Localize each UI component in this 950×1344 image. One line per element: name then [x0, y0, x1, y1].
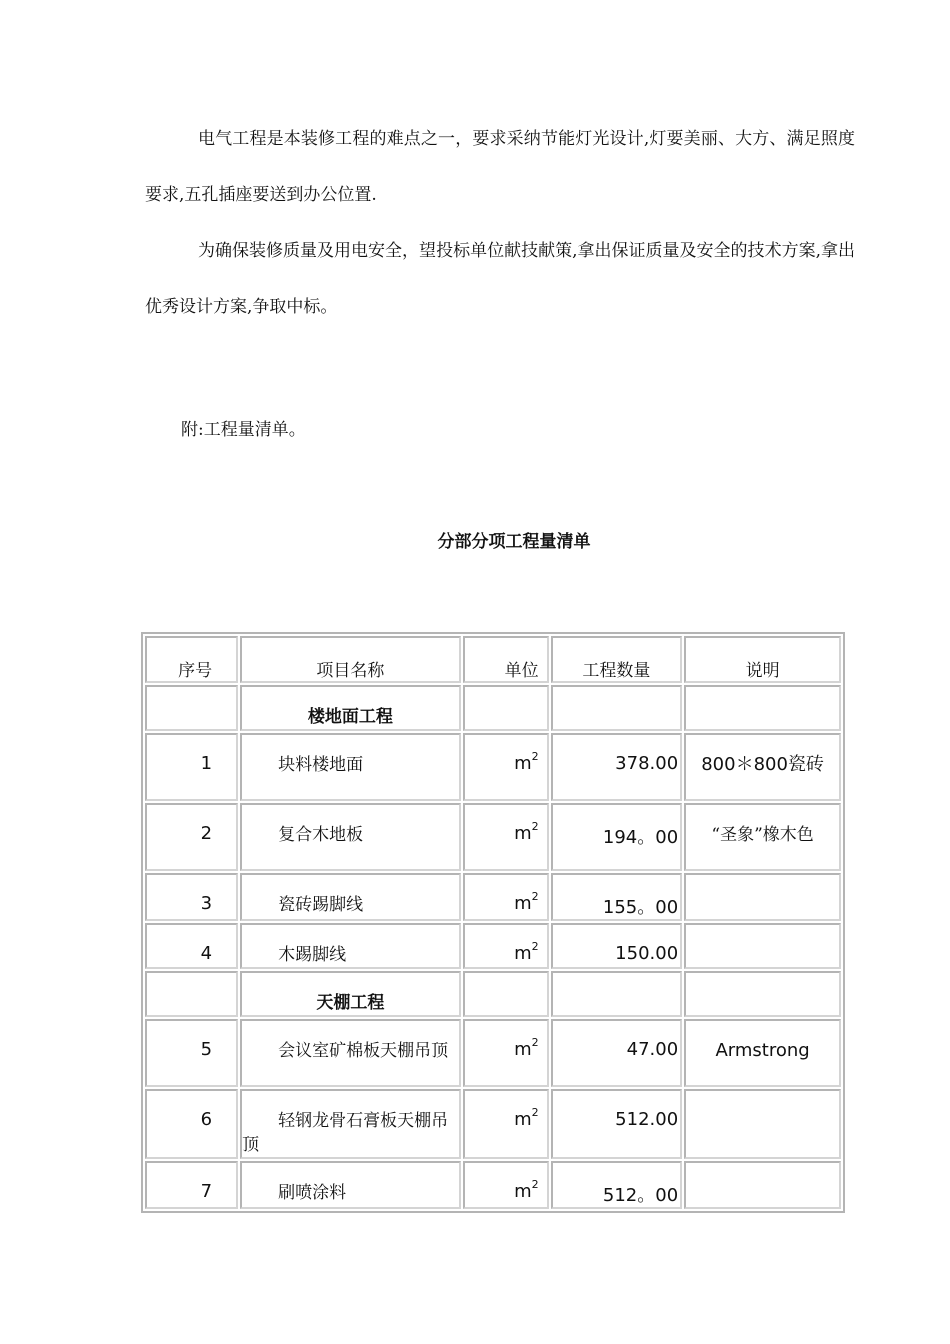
cell-note — [684, 923, 841, 969]
cell-seq: 4 — [145, 923, 238, 969]
cell-seq: 3 — [145, 873, 238, 921]
cell-unit: $m^2$ — [463, 923, 549, 969]
table-row — [145, 733, 841, 801]
cell-qty: 194。00 — [551, 803, 683, 871]
cell-unit: $m^2$ — [463, 873, 549, 921]
section-row — [145, 685, 841, 731]
section-title: 楼地面工程 — [240, 685, 461, 731]
table-row — [145, 1161, 841, 1209]
cell-qty: 512.00 — [551, 1089, 683, 1159]
cell-unit: $m^2$ — [463, 1019, 549, 1087]
table-header-row — [145, 636, 841, 683]
appendix-note: 附:工程量清单。 — [181, 420, 306, 440]
table-row — [145, 1089, 841, 1159]
cell-note: “圣象”橡木色 — [684, 803, 841, 871]
cell-qty: 155。00 — [551, 873, 683, 921]
cell-unit: $m^2$ — [463, 1089, 549, 1159]
header-unit: 单位 — [463, 636, 549, 683]
cell-unit: $m^2$ — [463, 803, 549, 871]
table-title: 分部分项工程量清单 — [437, 532, 591, 552]
cell-seq: 2 — [145, 803, 238, 871]
cell-name: 复合木地板 — [240, 803, 461, 871]
table-row — [145, 1019, 841, 1087]
paragraph-electrical: 电气工程是本装修工程的难点之一，要求采纳节能灯光设计,灯要美丽、大方、满足照度要求,五孔插座要送到办公位置. — [145, 129, 855, 205]
cell-note — [684, 1161, 841, 1209]
table-row — [145, 923, 841, 969]
cell-note: 800＊800瓷砖 — [684, 733, 841, 801]
table-row — [145, 873, 841, 921]
cell-seq: 6 — [145, 1089, 238, 1159]
cell-seq: 1 — [145, 733, 238, 801]
header-seq: 序号 — [145, 636, 238, 683]
header-qty: 工程数量 — [551, 636, 683, 683]
cell-qty: 378.00 — [551, 733, 683, 801]
cell-note — [684, 873, 841, 921]
header-note: 说明 — [684, 636, 841, 683]
cell-unit: $m^2$ — [463, 1161, 549, 1209]
cell-unit: $m^2$ — [463, 733, 549, 801]
cell-name: 瓷砖踢脚线 — [240, 873, 461, 921]
header-name: 项目名称 — [240, 636, 461, 683]
paragraph-quality: 为确保装修质量及用电安全，望投标单位献技献策,拿出保证质量及安全的技术方案,拿出优秀设计方案,争取中标。 — [145, 241, 855, 317]
cell-note — [684, 1089, 841, 1159]
cell-name: 块料楼地面 — [240, 733, 461, 801]
section-row — [145, 971, 841, 1017]
cell-name: 轻钢龙骨石膏板天棚吊顶 — [240, 1089, 461, 1159]
cell-name: 木踢脚线 — [240, 923, 461, 969]
cell-note: Armstrong — [684, 1019, 841, 1087]
cell-seq: 7 — [145, 1161, 238, 1209]
cell-name: 刷喷涂料 — [240, 1161, 461, 1209]
quantity-table — [141, 632, 845, 1213]
section-title: 天棚工程 — [240, 971, 461, 1017]
cell-qty: 512。00 — [551, 1161, 683, 1209]
table-row — [145, 803, 841, 871]
cell-seq: 5 — [145, 1019, 238, 1087]
cell-qty: 47.00 — [551, 1019, 683, 1087]
cell-name: 会议室矿棉板天棚吊顶 — [240, 1019, 461, 1087]
cell-qty: 150.00 — [551, 923, 683, 969]
